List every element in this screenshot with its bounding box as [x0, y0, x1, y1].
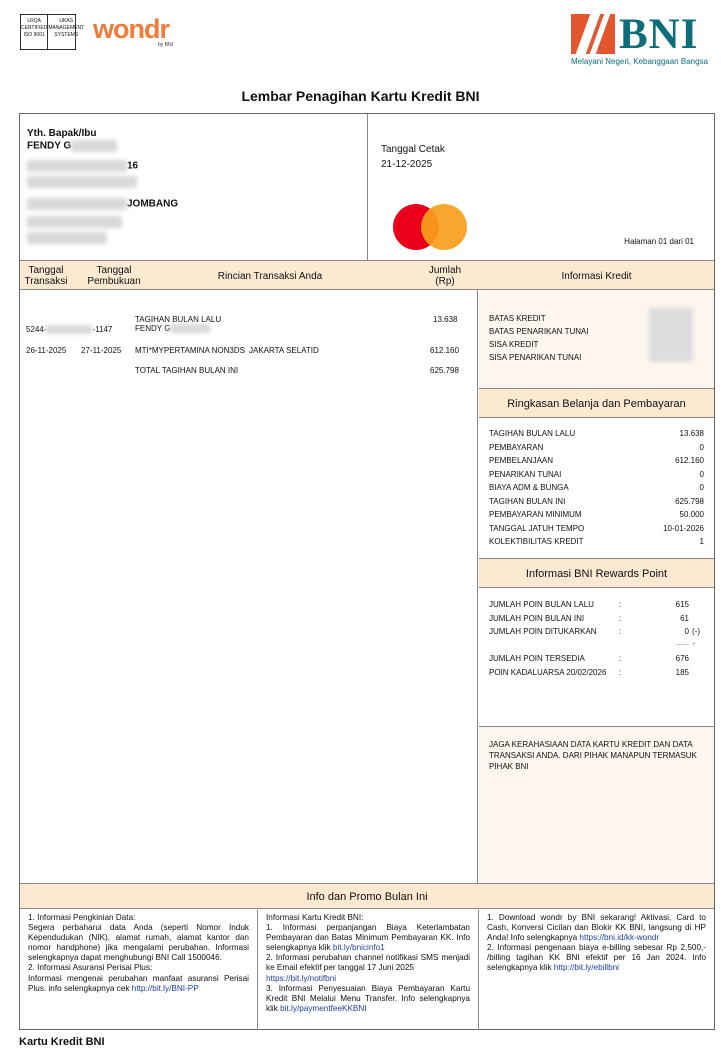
credit-info-label: SISA PENARIKAN TUNAI	[489, 353, 582, 362]
cert-text: SYSTEMS	[54, 32, 79, 38]
redaction	[46, 325, 92, 334]
summary-label: PENARIKAN TUNAI	[489, 469, 562, 479]
rewards-header: Informasi BNI Rewards Point	[479, 558, 714, 588]
summary-row	[489, 468, 704, 482]
rewards-row	[489, 666, 704, 680]
credit-info-label: SISA KREDIT	[489, 340, 539, 349]
certification-badge	[20, 14, 85, 50]
card-number-prefix: 5244-	[26, 325, 47, 334]
rewards-unit	[689, 652, 699, 666]
credit-info-label: BATAS KREDIT	[489, 314, 546, 323]
page-number: Halaman 01 dari 01	[624, 237, 694, 246]
rewards-unit	[689, 612, 699, 626]
summary-row	[489, 427, 704, 441]
rewards-unit: (-)	[692, 627, 700, 636]
promo-column-1	[20, 910, 258, 1030]
bni-logo	[571, 11, 715, 66]
rewards-unit	[689, 666, 699, 680]
statement-frame	[19, 113, 715, 1030]
promo-link[interactable]: http://bit.ly/BNI-PP	[131, 983, 199, 993]
transaction-city: JAKARTA SELATID	[249, 346, 319, 355]
promo-link[interactable]: bit.ly/bnicinfo1	[332, 943, 385, 953]
summary-row	[489, 495, 704, 509]
col-header-info-kredit: Informasi Kredit	[561, 271, 632, 282]
transactions-column	[20, 290, 478, 883]
promo-text: 3. Informasi Penyesuaian Biaya Pembayaran Kartu Kredit BNI Melalui Menu Transfer. Info selengkapnya klik	[266, 983, 470, 1013]
rewards-label: POIN KADALUARSA 20/02/2026	[489, 667, 607, 677]
cert-text: LRQA	[27, 18, 41, 24]
summary-row	[489, 441, 704, 455]
credit-info-box	[479, 290, 714, 388]
col-header-tanggal-transaksi: Tanggal Transaksi	[24, 265, 68, 287]
rewards-row	[489, 639, 704, 653]
address-line-2	[27, 198, 178, 210]
footer-label: Kartu Kredit BNI	[19, 1036, 105, 1048]
booking-date: 27-11-2025	[81, 346, 122, 355]
rewards-sep	[619, 639, 659, 653]
card-number-suffix: -1147	[92, 325, 113, 334]
summary-label: PEMBELANJAAN	[489, 456, 554, 465]
summary-value: 10-01-2026	[663, 523, 704, 533]
customer-name	[27, 140, 360, 152]
rewards-label: JUMLAH POIN BULAN LALU	[489, 600, 594, 609]
transaction-amount: 612.160	[430, 346, 459, 355]
customer-name-text: FENDY G	[27, 140, 72, 152]
bni-tagline: Melayani Negeri, Kebanggaan Bangsa	[571, 57, 708, 66]
promo-header: Info dan Promo Bulan Ini	[20, 883, 714, 909]
print-info-box	[369, 114, 714, 260]
print-date: 21-12-2025	[381, 159, 433, 170]
rewards-unit	[689, 598, 699, 612]
address-line-1-text: 16	[127, 160, 139, 172]
redaction	[649, 308, 693, 362]
cert-text: CERTIFIED	[21, 25, 48, 31]
bni-logo-text: BNI	[619, 11, 699, 58]
rewards-row	[489, 612, 704, 626]
rewards-value: 185	[675, 667, 689, 677]
prev-bill-name-text: FENDY G	[135, 324, 171, 333]
prev-bill-label: TAGIHAN BULAN LALU	[135, 315, 222, 324]
wondr-logo: wondr	[93, 14, 169, 44]
promo-link[interactable]: http://bit.ly/ebillbni	[553, 963, 620, 973]
transaction-date: 26-11-2025	[26, 346, 67, 355]
summary-label: TANGGAL JATUH TEMPO	[489, 523, 585, 533]
summary-value: 50.000	[679, 510, 704, 519]
rewards-value: 0	[684, 627, 689, 636]
promo-link[interactable]: bit.ly/paymentfeeKKBNI	[280, 1003, 367, 1013]
cert-text: ISO 9001	[23, 32, 45, 38]
summary-label: PEMBAYARAN MINIMUM	[489, 510, 582, 519]
redaction	[27, 176, 137, 188]
col-header-tanggal-pembukuan: Tanggal Pembukuan	[87, 265, 141, 287]
rewards-label	[489, 639, 619, 653]
rewards-value: 676	[675, 654, 689, 663]
credit-info-column	[479, 290, 714, 883]
promo-text: Segera perbaharui data Anda (seperti Nomor Induk Kependudukan (NIK), alamat rumah, alamat kantor dan nomor handphone) jika mengalami perubahan. Informasi selengkapnya dapat menghubungi BNI Call 1500046.	[28, 923, 249, 963]
summary-value: 0	[699, 483, 704, 492]
rewards-label: JUMLAH POIN BULAN INI	[489, 613, 585, 623]
summary-list	[479, 427, 714, 549]
address-line-2-text: JOMBANG	[127, 198, 179, 210]
col-header-rincian: Rincian Transaksi Anda	[217, 271, 323, 282]
rewards-row	[489, 625, 704, 639]
summary-value: 1	[699, 537, 704, 546]
mastercard-logo-icon	[393, 204, 469, 250]
rewards-list	[479, 598, 714, 679]
transaction-header-row	[20, 260, 714, 290]
summary-value: 13.638	[679, 429, 704, 438]
promo-text: 2. Informasi perubahan channel notifikasi SMS menjadi ke Email efektif per tanggal 17 Juni 2025	[266, 953, 470, 973]
security-warning: JAGA KERAHASIAAN DATA KARTU KREDIT DAN DATA TRANSAKSI ANDA. DARI PIHAK MANAPUN TERMASUK PIHAK BNI	[479, 726, 714, 883]
rewards-row	[489, 652, 704, 666]
summary-value: 0	[699, 469, 704, 479]
rewards-sep: :	[619, 613, 622, 623]
promo-text: 1. Informasi perpanjangan Biaya Keterlambatan Pembayaran dan Batas Minimum Pembayaran KK. Info selengkapnya klik	[266, 923, 470, 953]
promo-link[interactable]: https://bit.ly/notifbni	[266, 973, 337, 983]
summary-value: 0	[699, 442, 704, 452]
rewards-divider: -------	[675, 641, 689, 648]
promo-text: Informasi mengenai perubahan manfaat asuransi Perisai Plus. info selengkapnya cek	[28, 973, 249, 993]
credit-info-label: BATAS PENARIKAN TUNAI	[489, 327, 589, 336]
redaction	[27, 232, 107, 244]
promo-column-3	[479, 910, 714, 1030]
promo-link[interactable]: https://bni.id/kk-wondr	[579, 933, 660, 943]
redaction	[71, 140, 117, 152]
col-header-jumlah: Jumlah (Rp)	[428, 265, 462, 287]
summary-row	[489, 481, 704, 495]
summary-label: TAGIHAN BULAN LALU	[489, 429, 576, 438]
promo-text: Informasi Kartu Kredit BNI:	[266, 913, 364, 922]
greeting: Yth. Bapak/Ibu	[27, 128, 97, 139]
cert-text: MANAGEMENT	[48, 25, 85, 31]
rewards-unit: +	[692, 641, 696, 648]
document-title: Lembar Penagihan Kartu Kredit BNI	[241, 88, 480, 104]
promo-column-2	[258, 910, 479, 1030]
summary-label: KOLEKTIBILITAS KREDIT	[489, 537, 584, 546]
summary-value: 612.160	[675, 456, 704, 465]
prev-bill-name	[135, 324, 210, 333]
rewards-value: 61	[680, 613, 689, 623]
rewards-sep: :	[619, 654, 622, 663]
redaction	[27, 160, 127, 172]
header-logos	[0, 0, 721, 80]
total-amount: 625.798	[430, 366, 459, 375]
prev-bill-amount: 13.638	[433, 315, 458, 324]
transaction-description: MTI*MYPERTAMINA NON3DS	[135, 346, 245, 355]
summary-label: PEMBAYARAN	[489, 442, 544, 452]
rewards-sep: :	[619, 627, 622, 636]
promo-text: 2. Informasi pengenaan biaya e-billing sebesar Rp 2.500,- /billing tagihan KK BNI efektif per 16 Jan 2024. Info selengkapnya klik	[487, 943, 706, 973]
promo-text: 1. Informasi Pengkinian Data:	[28, 913, 136, 922]
rewards-value: 615	[675, 600, 689, 609]
rewards-label: JUMLAH POIN TERSEDIA	[489, 654, 585, 663]
redaction	[27, 198, 127, 210]
rewards-row	[489, 598, 704, 612]
total-label: TOTAL TAGIHAN BULAN INI	[135, 366, 239, 375]
rewards-label: JUMLAH POIN DITUKARKAN	[489, 627, 597, 636]
summary-label: TAGIHAN BULAN INI	[489, 496, 566, 506]
redaction	[27, 216, 122, 228]
summary-row	[489, 454, 704, 468]
promo-text: 1. Download wondr by BNI sekarang! Aktivasi, Card to Cash, Konversi Cicilan dan Blokir KK BNI, langsung di HP Anda! Info selengkapnya	[487, 913, 706, 943]
summary-row	[489, 508, 704, 522]
address-box	[20, 114, 368, 260]
card-number	[26, 325, 112, 334]
bni-mark-icon	[571, 14, 615, 54]
promo-text: 2. Informasi Asuransi Perisai Plus:	[28, 963, 153, 973]
rewards-sep: :	[619, 667, 622, 677]
wondr-logo-sub: by BNI	[158, 42, 174, 48]
rewards-sep: :	[619, 600, 622, 609]
summary-row	[489, 535, 704, 549]
address-line-1	[27, 160, 138, 172]
summary-header: Ringkasan Belanja dan Pembayaran	[479, 388, 714, 418]
summary-row	[489, 522, 704, 536]
summary-label: BIAYA ADM & BUNGA	[489, 483, 569, 492]
print-date-label: Tanggal Cetak	[381, 144, 445, 155]
cert-text: UKAS	[59, 18, 74, 24]
summary-value: 625.798	[675, 496, 704, 506]
redaction	[170, 324, 210, 333]
